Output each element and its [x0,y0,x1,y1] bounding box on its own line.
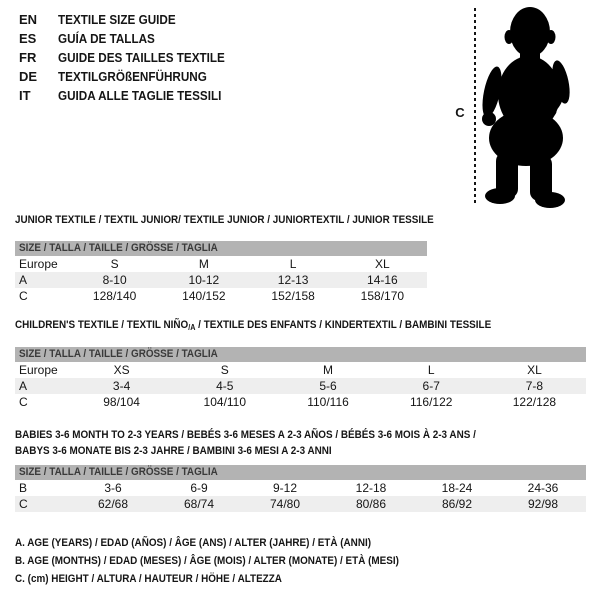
table-row [15,480,586,496]
row-cell: 80/86 [355,497,387,511]
table-title: CHILDREN'S TEXTILE / TEXTIL $NIÑO_{/A}$ / TEXTILE DES ENFANTS / KINDERTEXTIL / BAMBINI TESSILE [15,319,492,332]
row-cell: 68/74 [183,497,215,511]
size-header-bar: SIZE / TALLA / TAILLE / GRÖSSE / TAGLIA [15,465,586,480]
row-cell: 9-12 [272,481,298,495]
row-cell: M [198,257,209,271]
legend-footnotes [15,534,442,588]
size-header-bar: SIZE / TALLA / TAILLE / GRÖSSE / TAGLIA [15,241,427,256]
language-code: DE [19,69,38,84]
height-measure-label: C [455,105,465,120]
row-cell: 6-9 [190,481,208,495]
table-title: JUNIOR TEXTILE / TEXTIL JUNIOR/ TEXTILE JUNIOR / JUNIORTEXTIL / JUNIOR TESSILE [15,214,434,226]
row-label: B [19,481,28,495]
row-label: Europe [19,363,58,377]
row-cell: 140/152 [182,289,226,303]
language-code: EN [19,12,38,27]
table-row [15,256,427,272]
row-cell: 128/140 [92,289,137,303]
table-row [15,496,586,512]
language-title-list [19,10,243,105]
row-label: A [19,273,28,287]
language-code: IT [19,88,31,103]
row-label: C [19,497,28,511]
table-title-line2: BABYS 3-6 MONATE BIS 2-3 JAHRE / BAMBINI 3-6 MESI A 2-3 ANNI [15,445,332,457]
size-header-bar: SIZE / TALLA / TAILLE / GRÖSSE / TAGLIA [15,347,586,362]
row-cell: 3-4 [112,379,131,393]
row-cell: 62/68 [97,497,129,511]
row-cell: 18-24 [441,481,473,495]
row-cell: 8-10 [102,273,127,287]
size-table-junior [15,213,434,304]
table-row [15,378,586,394]
row-cell: XL [375,257,390,271]
row-label: C [19,289,28,303]
row-cell: 4-5 [216,379,234,393]
language-title: TEXTILE SIZE GUIDE [58,12,176,27]
row-cell: 104/110 [203,395,247,409]
row-cell: 158/170 [360,289,405,303]
language-line [19,29,243,48]
row-cell: 7-8 [525,379,544,393]
table-rows [15,480,586,512]
table-title-line1: BABIES 3-6 MONTH TO 2-3 YEARS / BEBÉS 3-6 MESES A 2-3 AÑOS / BÉBÉS 3-6 MOIS À 2-3 ANS / [15,429,476,441]
table-row [15,394,586,410]
row-cell: L [427,363,435,377]
size-table-children [15,318,586,410]
row-cell: 24-36 [527,481,559,495]
table-row [15,362,586,378]
row-cell: 6-7 [422,379,440,393]
row-cell: 12-18 [355,481,387,495]
row-cell: 152/158 [271,289,315,303]
language-code: FR [19,50,37,65]
row-label: C [19,395,28,409]
language-code: ES [19,31,37,46]
row-cell: M [323,363,333,377]
row-cell: 92/98 [527,497,559,511]
language-line [19,10,243,29]
language-title: GUIDE DES TAILLES TEXTILE [58,50,225,65]
row-cell: S [110,257,119,271]
footnote-b: B. AGE (MONTHS) / EDAD (MESES) / ÂGE (MOIS) / ALTER (MONATE) / ETÀ (MESI) [15,555,399,567]
row-label: Europe [19,257,58,271]
row-cell: 10-12 [188,273,220,287]
row-cell: L [289,257,297,271]
language-line [19,67,243,86]
row-cell: 122/128 [512,395,557,409]
row-cell: 86/92 [441,497,473,511]
row-cell: 14-16 [367,273,398,287]
height-measure-dashed-line [474,8,476,206]
size-table-babies [15,427,586,512]
row-cell: 116/122 [409,395,453,409]
language-title: GUÍA DE TALLAS [58,31,155,46]
footnote-c: C. (cm) HEIGHT / ALTURA / HAUTEUR / HÖHE / ALTEZZA [15,573,282,585]
row-cell: 12-13 [277,273,309,287]
row-cell: 110/116 [307,395,349,409]
row-cell: 98/104 [103,395,140,409]
footnote-a: A. AGE (YEARS) / EDAD (AÑOS) / ÂGE (ANS) / ALTER (JAHRE) / ETÀ (ANNI) [15,537,372,549]
language-line [19,86,243,105]
language-title: TEXTILGRÖßENFÜHRUNG [58,69,207,84]
row-cell: XS [113,363,130,377]
row-label: A [19,379,28,393]
table-rows [15,362,586,410]
toddler-silhouette-icon [478,4,580,209]
language-title: GUIDA ALLE TAGLIE TESSILI [58,88,222,103]
row-cell: 3-6 [104,481,122,495]
table-rows [15,256,427,304]
row-cell: 74/80 [269,497,301,511]
row-cell: S [220,363,229,377]
language-line [19,48,243,67]
row-cell: XL [527,363,542,377]
title-subscript: /A [188,323,196,332]
row-cell: 5-6 [319,379,337,393]
table-row [15,272,427,288]
table-row [15,288,427,304]
